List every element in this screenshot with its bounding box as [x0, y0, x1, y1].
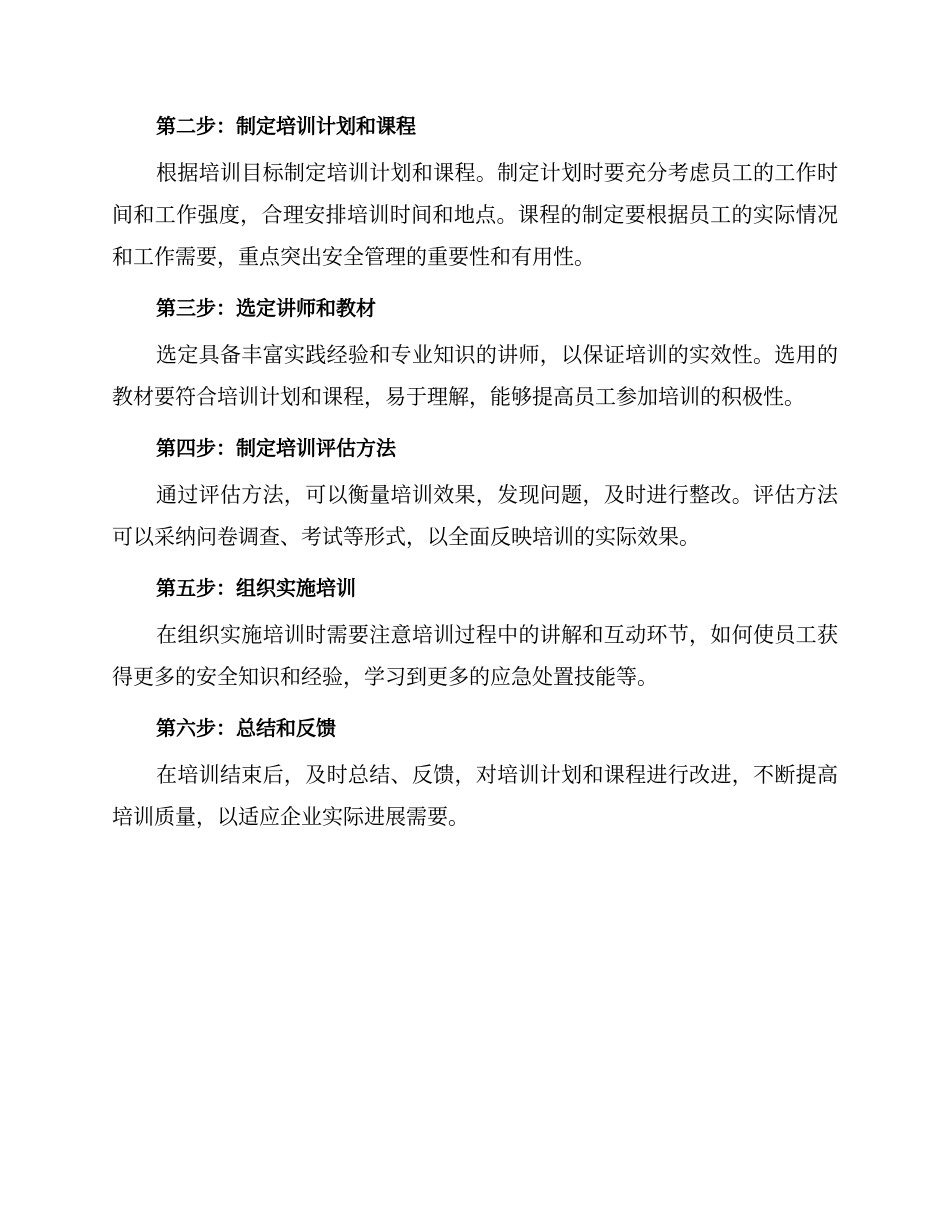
section-heading: 第三步：选定讲师和教材 [156, 296, 376, 320]
section-step-4 [112, 430, 838, 558]
section-step-3 [112, 290, 838, 418]
section-paragraph: 在组织实施培训时需要注意培训过程中的讲解和互动环节，如何使员工获得更多的安全知识和经验，学习到更多的应急处置技能等。 [112, 623, 838, 689]
section-heading: 第五步：组织实施培训 [156, 576, 356, 600]
section-heading: 第四步：制定培训评估方法 [156, 436, 396, 460]
section-step-6 [112, 710, 838, 838]
section-paragraph: 在培训结束后，及时总结、反馈，对培训计划和课程进行改进，不断提高培训质量，以适应企业实际进展需要。 [112, 763, 838, 829]
section-step-2 [112, 108, 838, 278]
section-step-5 [112, 570, 838, 698]
section-heading: 第二步：制定培训计划和课程 [156, 114, 416, 138]
section-heading: 第六步：总结和反馈 [156, 716, 336, 740]
section-paragraph: 选定具备丰富实践经验和专业知识的讲师，以保证培训的实效性。选用的教材要符合培训计划和课程，易于理解，能够提高员工参加培训的积极性。 [112, 343, 838, 409]
section-paragraph: 通过评估方法，可以衡量培训效果，发现问题，及时进行整改。评估方法可以采纳问卷调查、考试等形式，以全面反映培训的实际效果。 [112, 483, 838, 549]
document-content [112, 108, 838, 850]
section-paragraph: 根据培训目标制定培训计划和课程。制定计划时要充分考虑员工的工作时间和工作强度，合理安排培训时间和地点。课程的制定要根据员工的实际情况和工作需要，重点突出安全管理的重要性和有用性。 [112, 161, 838, 269]
